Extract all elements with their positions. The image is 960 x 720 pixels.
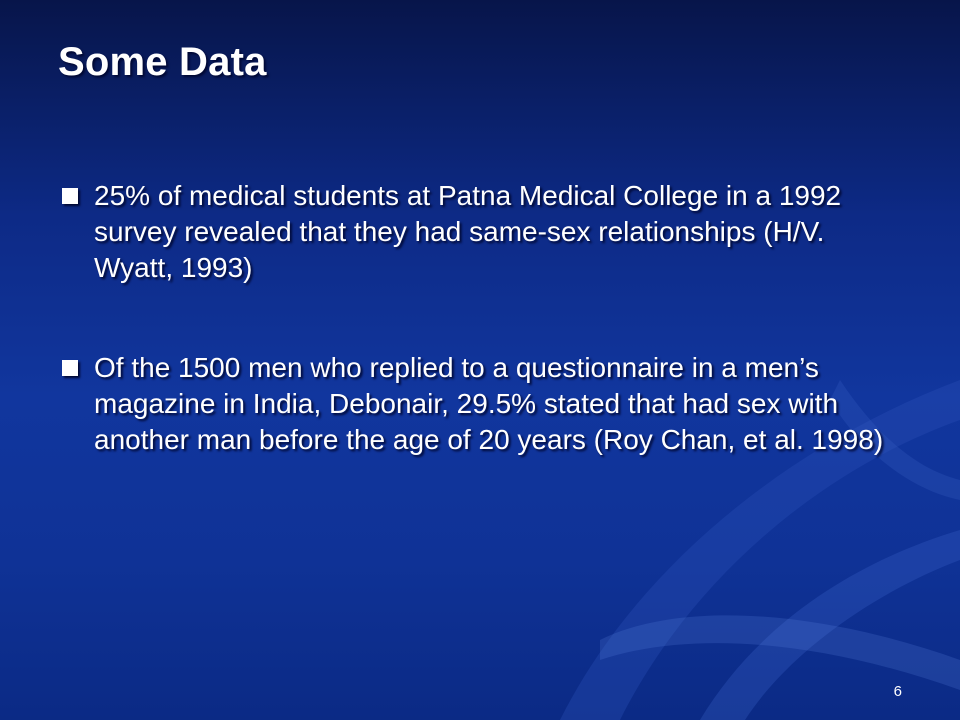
bullet-list [58, 178, 888, 458]
bullet-item [58, 178, 888, 286]
slide-title: Some Data [58, 40, 267, 84]
page-number: 6 [893, 683, 902, 700]
square-bullet-icon [62, 360, 78, 376]
bullet-text: 25% of medical students at Patna Medical College in a 1992 survey revealed that they had same-sex relationships (H/V. Wyatt, 1993) [94, 180, 842, 283]
bullet-text: Of the 1500 men who replied to a questionnaire in a men’s magazine in India, Debonair, 29.5% stated that had sex with another man before the age of 20 years (Roy Chan, et al. 1998) [94, 352, 884, 455]
square-bullet-icon [62, 188, 78, 204]
bullet-item [58, 350, 888, 458]
